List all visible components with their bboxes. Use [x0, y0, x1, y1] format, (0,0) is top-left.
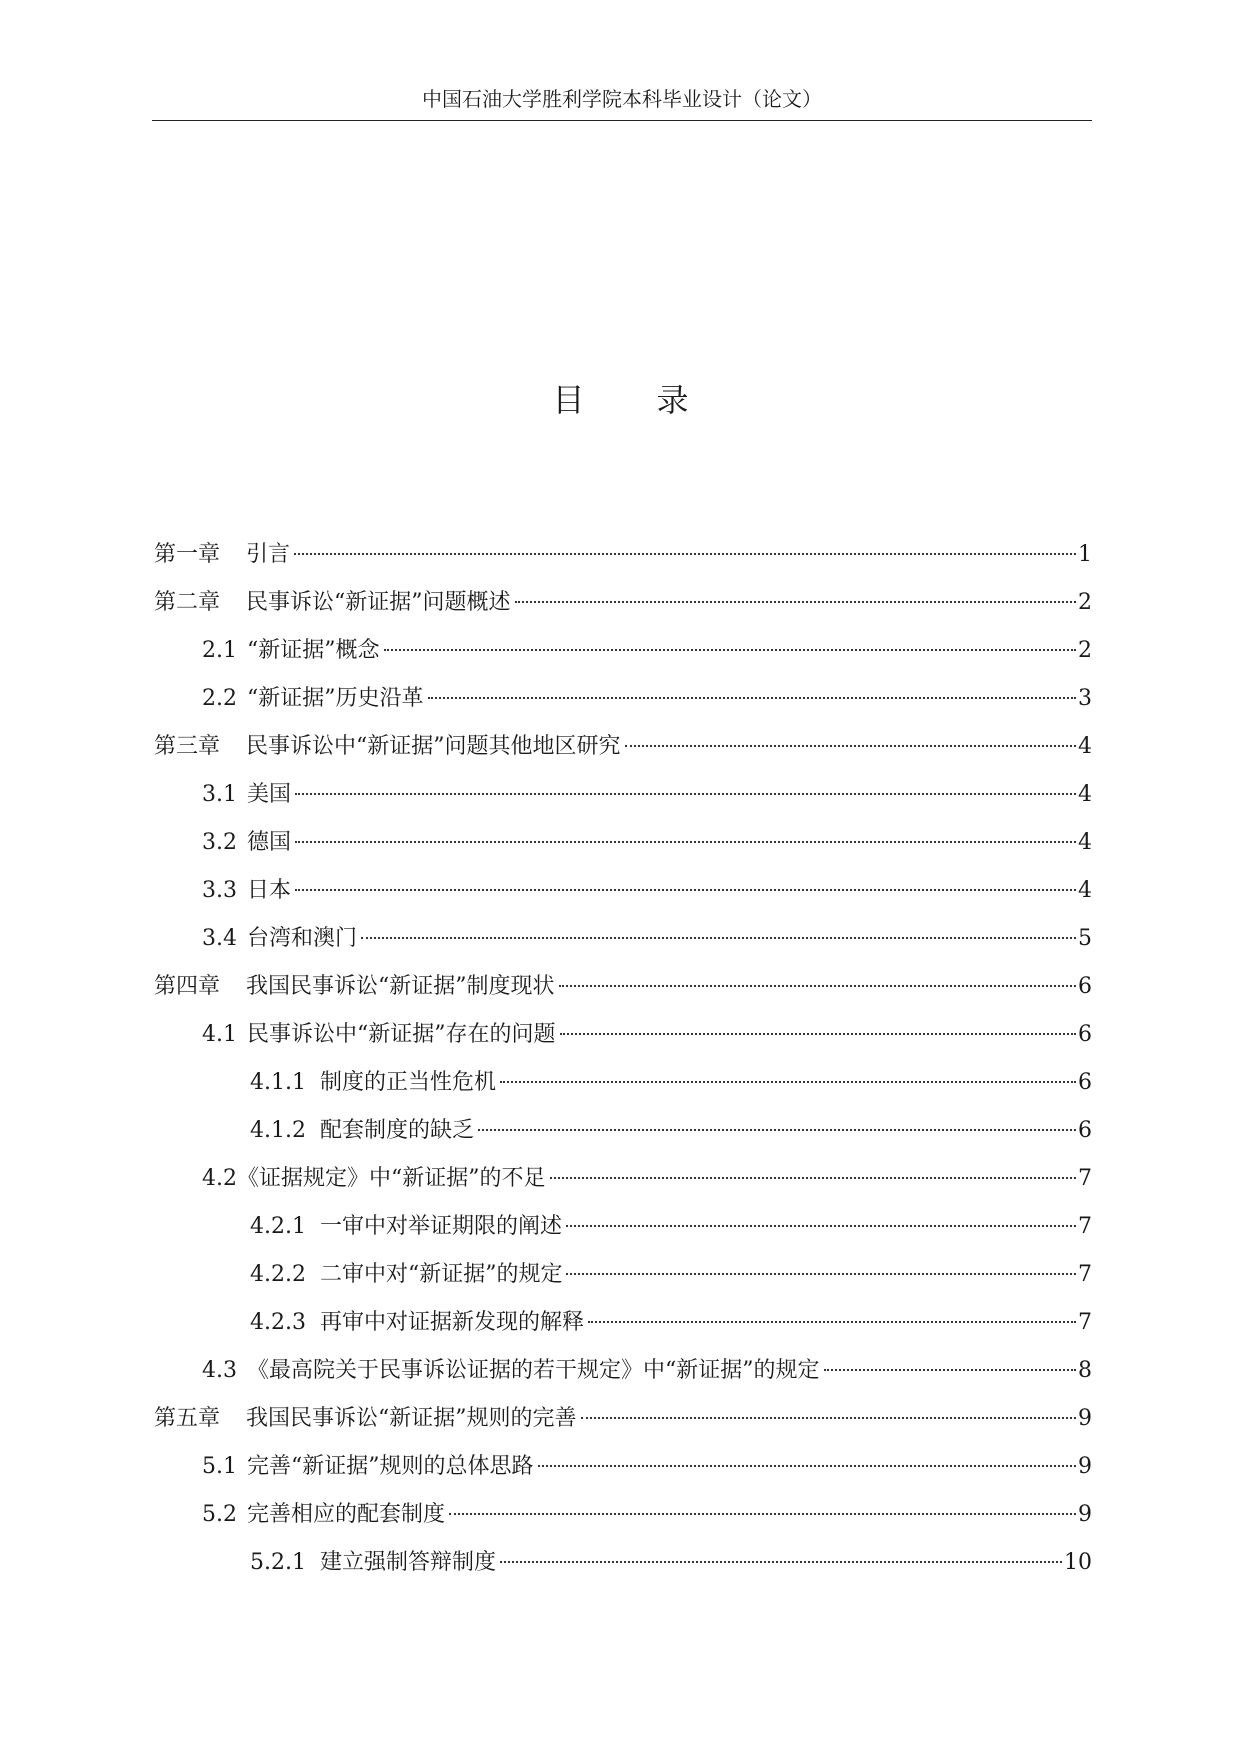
- toc-leader-dots: [559, 985, 1076, 987]
- toc-entry-label: 民事诉讼中“新证据”问题其他地区研究: [246, 734, 621, 759]
- toc-entry-number: 3.4: [202, 926, 237, 951]
- toc-entry-section-4-1-1[interactable]: [152, 1068, 1092, 1098]
- toc-entry-page: 1: [1078, 542, 1092, 567]
- toc-leader-dots: [294, 553, 1076, 555]
- toc-title-char-2: 录: [656, 381, 689, 419]
- toc-entry-section-5-2[interactable]: [152, 1500, 1092, 1530]
- toc-entry-label: 再审中对证据新发现的解释: [319, 1310, 584, 1335]
- toc-entry-number: 4.1.1: [250, 1070, 306, 1095]
- toc-entry-section-4-1-2[interactable]: [152, 1116, 1092, 1146]
- toc-leader-dots: [566, 1273, 1076, 1275]
- toc-entry-page: 7: [1078, 1262, 1092, 1287]
- toc-entry-page: 9: [1078, 1502, 1092, 1527]
- toc-entry-section-3-4[interactable]: [152, 924, 1092, 954]
- toc-entry-page: 6: [1078, 1118, 1092, 1143]
- toc-entry-label: 制度的正当性危机: [319, 1070, 496, 1095]
- toc-leader-dots: [500, 1561, 1062, 1563]
- toc-entry-page: 5: [1078, 926, 1092, 951]
- toc-leader-dots: [500, 1081, 1076, 1083]
- toc-leader-dots: [361, 937, 1076, 939]
- toc-entry-number: 第四章: [154, 974, 221, 999]
- toc-entry-number: 第三章: [154, 734, 221, 759]
- toc-entry-number: 4.3: [202, 1358, 237, 1383]
- toc-entry-page: 3: [1078, 686, 1092, 711]
- toc-entry-label: 台湾和澳门: [247, 926, 358, 951]
- toc-leader-dots: [566, 1225, 1076, 1227]
- toc-entry-section-3-2[interactable]: [152, 828, 1092, 858]
- toc-entry-number: 4.2.2: [250, 1262, 306, 1287]
- toc-entry-number: 2.1: [202, 638, 237, 663]
- toc-entry-label: 二审中对“新证据”的规定: [319, 1262, 563, 1287]
- toc-entry-label: 《证据规定》中“新证据”的不足: [237, 1166, 546, 1191]
- toc-entry-section-4-2[interactable]: [152, 1164, 1092, 1194]
- toc-leader-dots: [515, 601, 1076, 603]
- toc-entry-label: 引言: [246, 542, 291, 567]
- toc-entry-label: 我国民事诉讼“新证据”规则的完善: [246, 1406, 577, 1431]
- toc-entry-page: 8: [1078, 1358, 1092, 1383]
- toc-entry-number: 4.1: [202, 1022, 237, 1047]
- toc-entry-label: 《最高院关于民事诉讼证据的若干规定》中“新证据”的规定: [247, 1358, 820, 1383]
- toc-entry-number: 3.2: [202, 830, 237, 855]
- toc-entry-page: 4: [1078, 830, 1092, 855]
- toc-entry-label: 完善“新证据”规则的总体思路: [247, 1454, 534, 1479]
- toc-entry-label: “新证据”历史沿革: [247, 686, 424, 711]
- toc-leader-dots: [295, 793, 1076, 795]
- toc-entry-chapter-3[interactable]: [152, 732, 1092, 762]
- toc-entry-chapter-1[interactable]: [152, 540, 1092, 570]
- toc-entry-section-5-1[interactable]: [152, 1452, 1092, 1482]
- toc-entry-number: 第一章: [154, 542, 221, 567]
- toc-entry-page: 7: [1078, 1310, 1092, 1335]
- toc-entry-section-2-1[interactable]: [152, 636, 1092, 666]
- toc-title-char-1: 目: [552, 381, 585, 419]
- toc-entry-chapter-4[interactable]: [152, 972, 1092, 1002]
- toc-entry-label: 民事诉讼“新证据”问题概述: [246, 590, 511, 615]
- toc-leader-dots: [550, 1177, 1077, 1179]
- toc-entry-section-4-2-3[interactable]: [152, 1308, 1092, 1338]
- toc-entry-number: 第二章: [154, 590, 221, 615]
- toc-entry-page: 6: [1078, 1022, 1092, 1047]
- toc-entry-number: 4.2.3: [250, 1310, 306, 1335]
- toc-entry-page: 4: [1078, 734, 1092, 759]
- toc-entry-label: 德国: [247, 830, 292, 855]
- toc-leader-dots: [295, 841, 1076, 843]
- toc-leader-dots: [824, 1369, 1077, 1371]
- toc-entry-section-4-2-1[interactable]: [152, 1212, 1092, 1242]
- toc-entry-page: 9: [1078, 1454, 1092, 1479]
- toc-entry-label: 我国民事诉讼“新证据”制度现状: [246, 974, 555, 999]
- toc-entry-page: 7: [1078, 1214, 1092, 1239]
- toc-entry-section-5-2-1[interactable]: [152, 1548, 1092, 1578]
- toc-entry-number: 3.1: [202, 782, 237, 807]
- toc-entry-label: 完善相应的配套制度: [247, 1502, 446, 1527]
- toc-entry-label: 日本: [247, 878, 292, 903]
- toc-leader-dots: [384, 649, 1077, 651]
- toc-entry-page: 9: [1078, 1406, 1092, 1431]
- toc-entry-page: 4: [1078, 878, 1092, 903]
- toc-entry-page: 2: [1078, 638, 1092, 663]
- toc-leader-dots: [560, 1033, 1077, 1035]
- toc-entry-label: 民事诉讼中“新证据”存在的问题: [247, 1022, 556, 1047]
- toc-entry-label: “新证据”概念: [247, 638, 380, 663]
- toc-entry-number: 5.2.1: [250, 1550, 306, 1575]
- page-header: 中国石油大学胜利学院本科毕业设计（论文）: [422, 87, 822, 111]
- toc-entry-number: 4.2.1: [250, 1214, 306, 1239]
- toc-entry-label: 一审中对举证期限的阐述: [319, 1214, 562, 1239]
- toc-entry-label: 美国: [247, 782, 292, 807]
- toc-entry-section-4-1[interactable]: [152, 1020, 1092, 1050]
- toc-entry-section-3-1[interactable]: [152, 780, 1092, 810]
- toc-leader-dots: [428, 697, 1077, 699]
- toc-leader-dots: [538, 1465, 1077, 1467]
- toc-leader-dots: [478, 1129, 1076, 1131]
- toc-entry-chapter-5[interactable]: [152, 1404, 1092, 1434]
- toc-entry-number: 3.3: [202, 878, 237, 903]
- toc-entry-section-4-2-2[interactable]: [152, 1260, 1092, 1290]
- toc-entry-page: 10: [1064, 1550, 1092, 1575]
- toc-entry-page: 2: [1078, 590, 1092, 615]
- toc-entry-label: 建立强制答辩制度: [319, 1550, 496, 1575]
- toc-entry-page: 4: [1078, 782, 1092, 807]
- toc-leader-dots: [295, 889, 1076, 891]
- toc-leader-dots: [625, 745, 1076, 747]
- toc-entry-section-3-3[interactable]: [152, 876, 1092, 906]
- toc-entry-number: 5.1: [202, 1454, 237, 1479]
- toc-entry-number: 2.2: [202, 686, 237, 711]
- toc-entry-label: 配套制度的缺乏: [319, 1118, 474, 1143]
- toc-title: [0, 380, 1241, 420]
- toc-entry-chapter-2[interactable]: [152, 588, 1092, 618]
- toc-entry-section-2-2[interactable]: [152, 684, 1092, 714]
- toc-entry-number: 4.2: [202, 1166, 237, 1191]
- toc-entry-page: 6: [1078, 974, 1092, 999]
- toc-entry-number: 4.1.2: [250, 1118, 306, 1143]
- toc-entry-number: 第五章: [154, 1406, 221, 1431]
- toc-entry-number: 5.2: [202, 1502, 237, 1527]
- toc-entry-page: 6: [1078, 1070, 1092, 1095]
- toc-leader-dots: [581, 1417, 1076, 1419]
- header-rule: [152, 120, 1092, 121]
- toc-entry-page: 7: [1078, 1166, 1092, 1191]
- toc-leader-dots: [449, 1513, 1076, 1515]
- toc-entry-section-4-3[interactable]: [152, 1356, 1092, 1386]
- toc-leader-dots: [588, 1321, 1076, 1323]
